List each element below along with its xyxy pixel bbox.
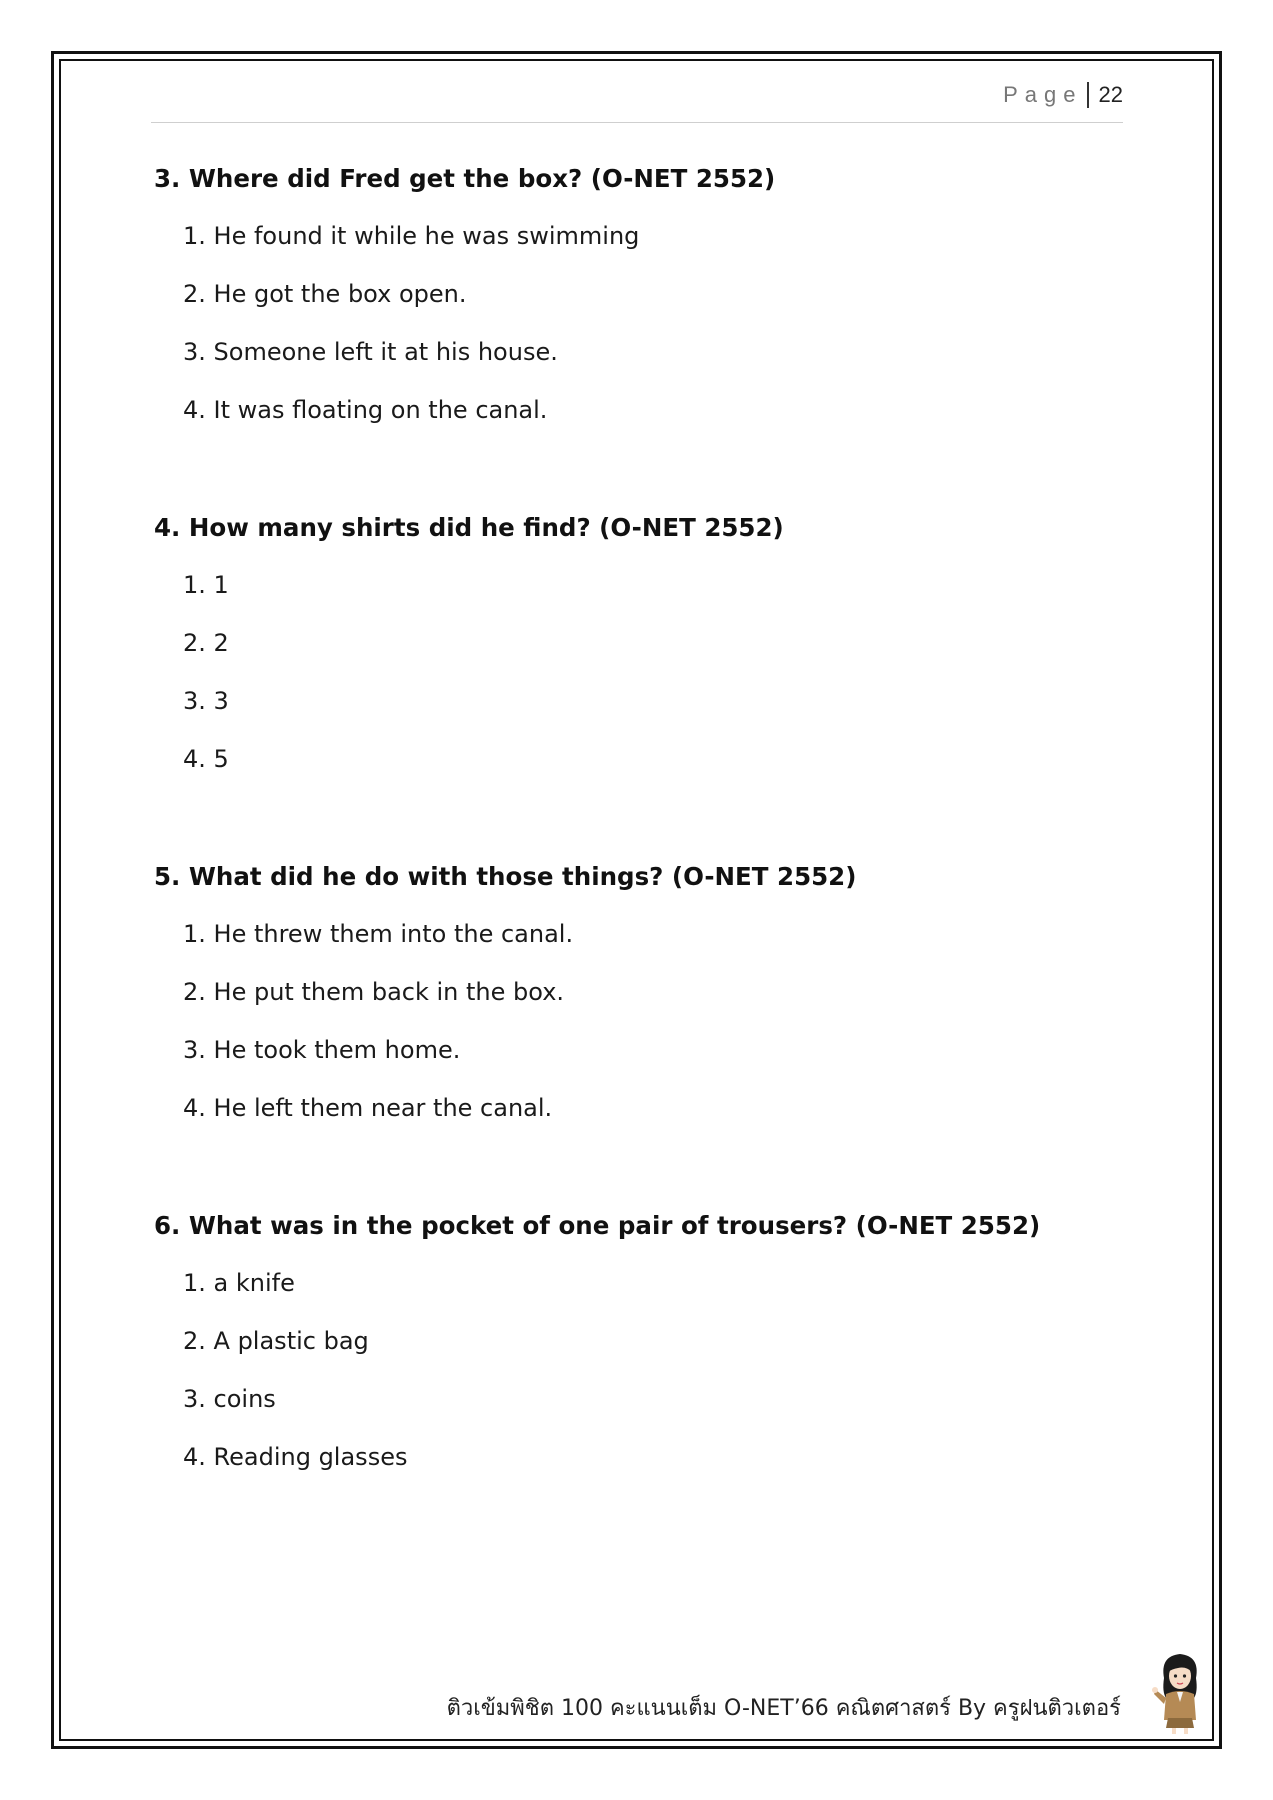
option-item: 4. He left them near the canal. <box>183 1094 553 1122</box>
option-item: 3. He took them home. <box>183 1036 461 1064</box>
question-title: 5. What did he do with those things? (O-NET 2552) <box>154 862 857 891</box>
option-item: 1. 1 <box>183 571 229 599</box>
option-item: 2. 2 <box>183 629 229 657</box>
question-title: 3. Where did Fred get the box? (O-NET 2552) <box>154 164 776 193</box>
question-title: 6. What was in the pocket of one pair of trousers? (O-NET 2552) <box>154 1211 1041 1240</box>
header-rule <box>151 122 1123 123</box>
page-label: Page <box>1003 82 1083 107</box>
question-title: 4. How many shirts did he find? (O-NET 2552) <box>154 513 784 542</box>
option-item: 3. Someone left it at his house. <box>183 338 558 366</box>
option-item: 4. Reading glasses <box>183 1443 408 1471</box>
option-item: 2. A plastic bag <box>183 1327 369 1355</box>
option-item: 1. a knife <box>183 1269 295 1297</box>
page-footer: ติวเข้มพิชิต 100 คะแนนเต็ม O-NET’66 คณิตศาสตร์ By ครูฝนติวเตอร์ <box>446 1696 1121 1721</box>
option-item: 2. He got the box open. <box>183 280 467 308</box>
option-item: 3. 3 <box>183 687 229 715</box>
option-item: 2. He put them back in the box. <box>183 978 565 1006</box>
page-border-inner <box>59 59 1214 1741</box>
option-item: 4. It was floating on the canal. <box>183 396 548 424</box>
option-item: 3. coins <box>183 1385 276 1413</box>
header-separator <box>1087 82 1089 108</box>
option-item: 1. He found it while he was swimming <box>183 222 640 250</box>
teacher-avatar-icon <box>1150 1648 1210 1736</box>
page-number: 22 <box>1098 82 1123 107</box>
option-item: 1. He threw them into the canal. <box>183 920 574 948</box>
option-item: 4. 5 <box>183 745 229 773</box>
page-header <box>1003 82 1123 108</box>
